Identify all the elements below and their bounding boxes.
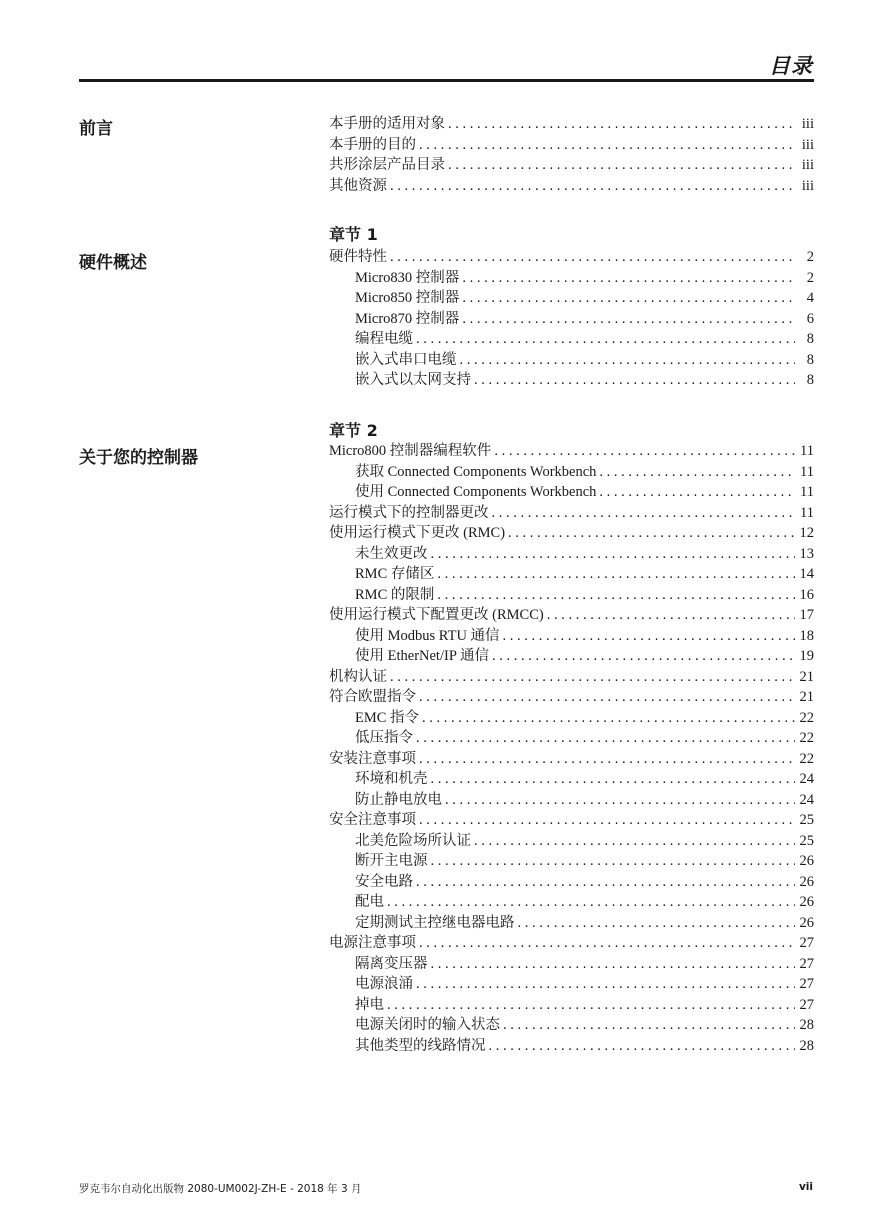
- toc-entry[interactable]: [329, 708, 814, 729]
- toc-entry[interactable]: [329, 523, 814, 544]
- toc-entry-page[interactable]: 8: [806, 351, 814, 368]
- dot-leader: [489, 1036, 796, 1057]
- toc-entry-title[interactable]: 本手册的适用对象: [329, 116, 445, 132]
- dot-leader: [416, 872, 795, 893]
- header-rule: [79, 79, 814, 82]
- dot-leader: [431, 544, 796, 565]
- dot-leader: [431, 954, 796, 975]
- toc-entry-title[interactable]: 使用运行模式下更改 (RMC): [329, 525, 506, 541]
- toc-entry-title[interactable]: 电源浪涌: [355, 976, 413, 992]
- toc-entry-page[interactable]: 28: [799, 1017, 814, 1033]
- toc-entry[interactable]: [329, 851, 814, 872]
- toc-entry-title[interactable]: 电源关闭时的输入状态: [355, 1017, 500, 1033]
- dot-leader: [416, 974, 795, 995]
- toc-entry-title[interactable]: 安装注意事项: [329, 750, 416, 767]
- toc-entry[interactable]: [329, 933, 814, 954]
- section-heading-hardware: 硬件概述: [79, 253, 147, 273]
- toc-entry[interactable]: [329, 482, 814, 503]
- toc-entry[interactable]: [329, 288, 814, 309]
- toc-entry[interactable]: [329, 831, 814, 852]
- toc-entry-page[interactable]: 25: [799, 812, 814, 828]
- toc-entry-page[interactable]: 17: [799, 607, 814, 623]
- dot-leader: [474, 831, 795, 852]
- toc-entry-page[interactable]: 26: [799, 914, 814, 931]
- toc-entry-title[interactable]: 机构认证: [329, 668, 387, 685]
- dot-leader: [437, 564, 795, 585]
- toc-entry-page[interactable]: 14: [799, 566, 814, 582]
- toc-entry-title[interactable]: 防止静电放电: [355, 791, 442, 808]
- toc-entry-title[interactable]: 断开主电源: [355, 853, 428, 869]
- toc-entry-page[interactable]: 11: [800, 463, 814, 480]
- toc-entry[interactable]: [329, 790, 814, 811]
- toc-entry-page[interactable]: iii: [801, 157, 814, 173]
- toc-entry[interactable]: [329, 564, 814, 585]
- toc-entry-title[interactable]: 硬件特性: [329, 249, 387, 265]
- dot-leader: [437, 585, 795, 606]
- toc-entry[interactable]: [329, 135, 814, 156]
- toc-entry-page[interactable]: 25: [799, 832, 814, 849]
- dot-leader: [474, 370, 795, 391]
- toc-entry-page[interactable]: 27: [799, 996, 814, 1013]
- toc-entry[interactable]: [329, 114, 814, 135]
- toc-entry-page[interactable]: 11: [800, 484, 814, 500]
- dot-leader: [518, 913, 796, 934]
- toc-entry-title[interactable]: 其他类型的线路情况: [355, 1037, 486, 1054]
- toc-entry[interactable]: [329, 974, 814, 995]
- toc-entry[interactable]: [329, 749, 814, 770]
- toc-entry-page[interactable]: iii: [801, 136, 814, 153]
- toc-entry[interactable]: [329, 268, 814, 289]
- toc-entry-title[interactable]: 编程电缆: [355, 331, 413, 347]
- toc-entry-title[interactable]: 嵌入式串口电缆: [355, 351, 457, 368]
- toc-entry[interactable]: [329, 892, 814, 913]
- toc-entry[interactable]: [329, 913, 814, 934]
- section-heading-preface: 前言: [79, 119, 113, 139]
- toc-entry-title[interactable]: RMC 存储区: [355, 566, 435, 582]
- toc-entry-title[interactable]: 北美危险场所认证: [355, 832, 471, 849]
- toc-entry-title[interactable]: 安全注意事项: [329, 812, 416, 828]
- toc-entry-title[interactable]: 未生效更改: [355, 545, 428, 562]
- toc-entry[interactable]: [329, 247, 814, 268]
- toc-entry[interactable]: [329, 728, 814, 749]
- toc-entry-title[interactable]: 定期测试主控继电器电路: [355, 914, 515, 931]
- toc-entry-page[interactable]: 11: [800, 504, 814, 521]
- toc-entry[interactable]: [329, 954, 814, 975]
- dot-leader: [503, 1015, 795, 1036]
- toc-entry-page[interactable]: 8: [806, 331, 814, 347]
- dot-leader: [419, 135, 795, 156]
- toc-entry[interactable]: [329, 544, 814, 565]
- dot-leader: [390, 176, 795, 197]
- toc-entry-page[interactable]: 11: [800, 443, 814, 459]
- toc-entry-title[interactable]: 环境和机壳: [355, 771, 428, 787]
- toc-entry-page[interactable]: 16: [799, 586, 814, 603]
- toc-entry[interactable]: [329, 605, 814, 626]
- toc-entry-page[interactable]: 22: [799, 730, 814, 746]
- dot-leader: [445, 790, 795, 811]
- dot-leader: [390, 247, 795, 268]
- toc-entry-title[interactable]: 电源注意事项: [329, 935, 416, 951]
- toc-entry-page[interactable]: 19: [799, 648, 814, 664]
- toc-entry[interactable]: [329, 309, 814, 330]
- toc-entry-title[interactable]: RMC 的限制: [355, 586, 435, 603]
- toc-entry[interactable]: [329, 585, 814, 606]
- dot-leader: [419, 933, 795, 954]
- dot-leader: [462, 268, 795, 289]
- dot-leader: [416, 728, 795, 749]
- dot-leader: [419, 687, 795, 708]
- toc-entry-page[interactable]: 22: [799, 750, 814, 767]
- toc-entry[interactable]: [329, 995, 814, 1016]
- toc-entry[interactable]: [329, 350, 814, 371]
- dot-leader: [494, 441, 795, 462]
- toc-entry[interactable]: [329, 872, 814, 893]
- toc-entry[interactable]: [329, 370, 814, 391]
- toc-entry[interactable]: [329, 503, 814, 524]
- toc-entry-page[interactable]: 22: [799, 709, 814, 726]
- dot-leader: [503, 626, 795, 647]
- toc-entry-title[interactable]: 共形涂层产品目录: [329, 157, 445, 173]
- toc-entry-title[interactable]: 使用 EtherNet/IP 通信: [355, 648, 489, 664]
- dot-leader: [547, 605, 795, 626]
- dot-leader: [462, 288, 795, 309]
- dot-leader: [390, 667, 795, 688]
- footer-publication: 罗克韦尔自动化出版物 2080-UM002J-ZH-E - 2018 年 3 月: [79, 1183, 362, 1195]
- toc-entry-title[interactable]: 掉电: [355, 996, 384, 1013]
- section-heading-controller: 关于您的控制器: [79, 448, 198, 468]
- dot-leader: [460, 350, 796, 371]
- dot-leader: [422, 708, 795, 729]
- toc-entry-page[interactable]: 26: [799, 894, 814, 910]
- toc-entry-page[interactable]: 2: [806, 249, 814, 265]
- toc-entry-page[interactable]: 28: [799, 1037, 814, 1054]
- toc-entry-title[interactable]: 配电: [355, 894, 384, 910]
- toc-entry[interactable]: [329, 1015, 814, 1036]
- toc-entry-title[interactable]: 嵌入式以太网支持: [355, 372, 471, 388]
- toc-entry[interactable]: [329, 769, 814, 790]
- toc-entry-title[interactable]: Micro870 控制器: [355, 310, 460, 327]
- chapter-label-1: 章节 1: [329, 225, 378, 244]
- dot-leader: [419, 810, 795, 831]
- toc-entry-title[interactable]: 使用 Connected Components Workbench: [355, 484, 597, 500]
- toc-entry[interactable]: [329, 687, 814, 708]
- toc-entry-page[interactable]: 27: [799, 976, 814, 992]
- toc-entry-page[interactable]: 27: [799, 935, 814, 951]
- toc-entry-page[interactable]: 13: [799, 545, 814, 562]
- toc-entry-page[interactable]: 26: [799, 873, 814, 890]
- toc-entry[interactable]: [329, 176, 814, 197]
- toc-entry-title[interactable]: 使用 Modbus RTU 通信: [355, 627, 500, 644]
- toc-entry-title[interactable]: 符合欧盟指令: [329, 689, 416, 705]
- toc-entry-title[interactable]: 使用运行模式下配置更改 (RMCC): [329, 607, 544, 623]
- toc-entry[interactable]: [329, 462, 814, 483]
- toc-entry[interactable]: [329, 667, 814, 688]
- toc-entry-page[interactable]: 24: [799, 771, 814, 787]
- toc-entry-title[interactable]: Micro850 控制器: [355, 290, 460, 306]
- page-title: 目录: [769, 54, 813, 78]
- dot-leader: [462, 309, 795, 330]
- toc-entry[interactable]: [329, 1036, 814, 1057]
- toc-entry-page[interactable]: 27: [799, 955, 814, 972]
- toc-entry-title[interactable]: 低压指令: [355, 730, 413, 746]
- toc-entry-title[interactable]: EMC 指令: [355, 709, 420, 726]
- toc-entry-page[interactable]: iii: [801, 116, 814, 132]
- toc-entry-page[interactable]: 21: [799, 689, 814, 705]
- dot-leader: [416, 329, 795, 350]
- dot-leader: [599, 482, 795, 503]
- toc-entry-page[interactable]: 18: [799, 627, 814, 644]
- toc-block-chapter-2: [329, 441, 814, 1056]
- toc-entry-title[interactable]: 获取 Connected Components Workbench: [355, 463, 597, 480]
- toc-entry-title[interactable]: 其他资源: [329, 177, 387, 194]
- toc-entry-title[interactable]: 运行模式下的控制器更改: [329, 504, 489, 521]
- toc-entry-page[interactable]: 8: [806, 372, 814, 388]
- toc-entry-title[interactable]: Micro800 控制器编程软件: [329, 443, 492, 459]
- footer-page-number: vii: [798, 1181, 813, 1193]
- toc-block-chapter-1: [329, 247, 814, 391]
- toc-entry-page[interactable]: 21: [799, 668, 814, 685]
- dot-leader: [387, 995, 795, 1016]
- toc-entry-title[interactable]: Micro830 控制器: [355, 269, 460, 286]
- toc-entry[interactable]: [329, 646, 814, 667]
- dot-leader: [431, 851, 796, 872]
- toc-entry-page[interactable]: 4: [806, 290, 814, 306]
- chapter-label-2: 章节 2: [329, 421, 378, 440]
- dot-leader: [431, 769, 796, 790]
- toc-entry-page[interactable]: 24: [799, 791, 814, 808]
- toc-entry-page[interactable]: 2: [806, 269, 814, 286]
- toc-entry-page[interactable]: 12: [799, 525, 814, 541]
- toc-entry-page[interactable]: 6: [806, 310, 814, 327]
- toc-entry[interactable]: [329, 329, 814, 350]
- dot-leader: [448, 114, 795, 135]
- dot-leader: [387, 892, 795, 913]
- toc-entry-title[interactable]: 隔离变压器: [355, 955, 428, 972]
- dot-leader: [508, 523, 795, 544]
- toc-entry[interactable]: [329, 810, 814, 831]
- dot-leader: [492, 646, 795, 667]
- toc-entry-title[interactable]: 安全电路: [355, 873, 413, 890]
- toc-entry[interactable]: [329, 441, 814, 462]
- toc-entry-page[interactable]: iii: [801, 177, 814, 194]
- dot-leader: [419, 749, 795, 770]
- dot-leader: [599, 462, 795, 483]
- toc-entry[interactable]: [329, 155, 814, 176]
- toc-entry-title[interactable]: 本手册的目的: [329, 136, 416, 153]
- dot-leader: [448, 155, 795, 176]
- toc-entry-page[interactable]: 26: [799, 853, 814, 869]
- toc-block-preface: [329, 114, 814, 196]
- dot-leader: [492, 503, 796, 524]
- toc-entry[interactable]: [329, 626, 814, 647]
